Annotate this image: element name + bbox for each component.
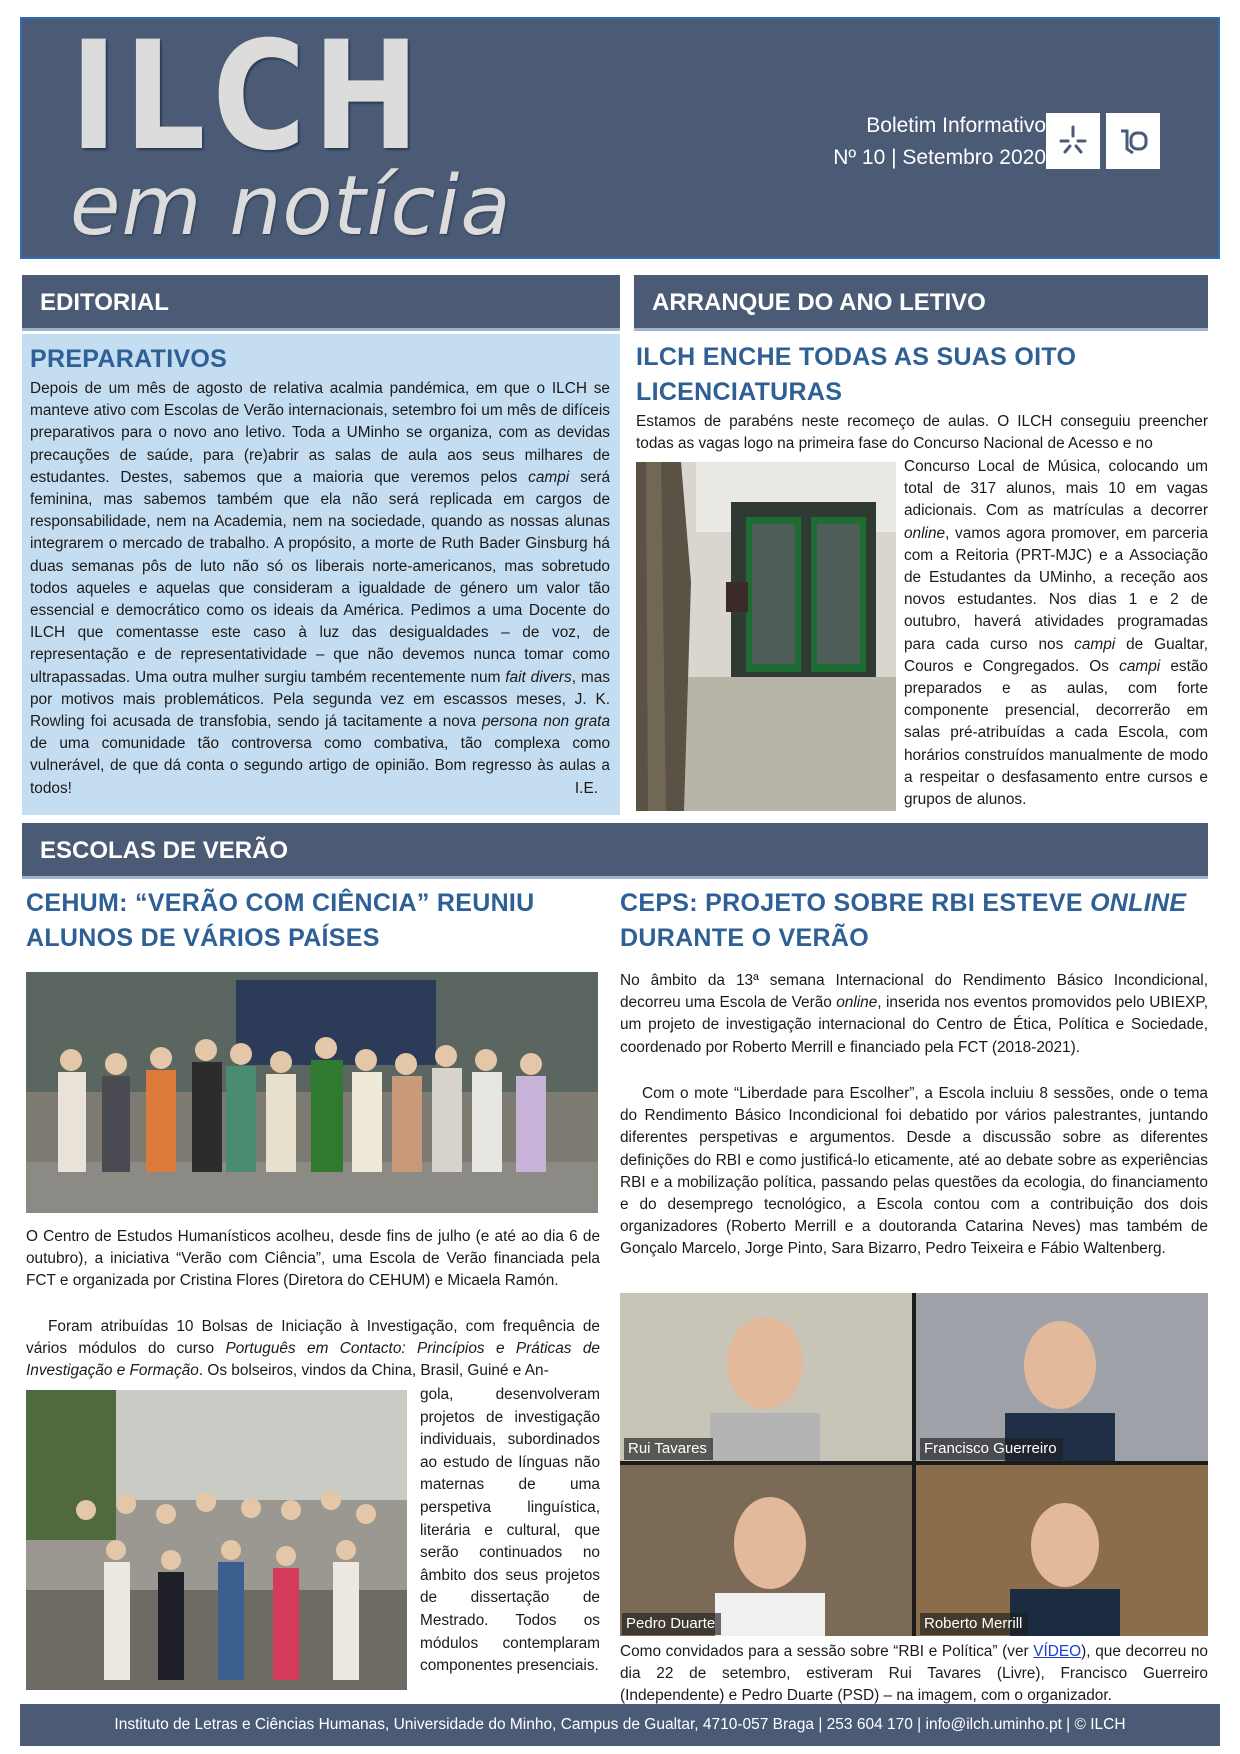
arranque-text: Concurso Local de Música, colocando um total de 317 alunos, mais 10 em vagas adicionais. Com as matrículas a decorrer online, vamos agora promover, em parceria com a Reitoria (PRT-MJC) e a Associação de Estudantes da UMinho, a receção aos novos estudantes. Nos dias 1 e 2 de outubro, haverá atividades programadas para cada curso nos campi de Gualtar, Couros e Congregados. Os campi estão preparados e as aulas, com forte componente presencial, decorrerão em salas pré-atribuídas a cada Escola, com horários construídos manualmente de modo a respeitar o desfasamento entre cursos e grupos de alunos. bbox=[904, 458, 1208, 809]
video-link[interactable]: VÍDEO bbox=[1033, 1643, 1082, 1660]
ilch-logo-icon bbox=[1106, 113, 1160, 169]
cehum-group-photo bbox=[26, 972, 598, 1213]
section-header-arranque: ARRANQUE DO ANO LETIVO bbox=[634, 275, 1208, 331]
editorial-headline: PREPARATIVOS bbox=[30, 345, 228, 373]
building-photo bbox=[636, 462, 896, 811]
masthead-issue-info bbox=[833, 110, 1046, 174]
cehum-paragraph-2: Foram atribuídas 10 Bolsas de Iniciação à Investigação, com frequência de vários módulos do curso Português em Contacto: Princípios e Práticas de Investigação e Formação. Os bolseiros, vindos da China, Brasil, Guiné e An- bbox=[26, 1318, 600, 1380]
arranque-lead: Estamos de parabéns neste recomeço de aulas. O ILCH conseguiu preencher todas as vagas logo na primeira fase do Concurso Nacional de Acesso e no bbox=[636, 413, 1208, 453]
zoom-name-tag: Pedro Duarte bbox=[622, 1613, 721, 1635]
editorial-text: Depois de um mês de agosto de relativa acalmia pandémica, em que o ILCH se manteve ativo com Escolas de Verão internacionais, setembro foi um mês de difíceis preparativos para o novo ano letivo. Toda a UMinho se organiza, com as devidas precauções de saúde, para (re)abrir as salas de aula aos seus milhares de estudantes. Destes, sabemos que a maioria que veremos pelos campi será feminina, mas sabemos também que ela não será replicada em cargos de responsabilidade, nem na Academia, nem na sociedade, quando as nossas alunas integrarem o mercado de trabalho. A propósito, a morte de Ruth Bader Ginsburg há duas semanas pôs de luto não só os liberais norte-americanos, mas sobretudo todos aqueles e aquelas que consideram a igualdade de género um valor tão essencial e democrático como os ideais da América. Pedimos a uma Docente do ILCH que comentasse este caso à luz das desigualdades – de voz, de representação e de representatividade – que não devemos nunca tomar como ultrapassadas. Uma outra mulher surgiu também recentemente num fait divers, mas por motivos mais problemáticos. Pela segunda vez em escassos meses, J. K. Rowling foi acusada de transfobia, sendo já tacitamente a nova persona non grata de uma comunidade tão controversa como combativa, tão complexa como vulnerável, de que dá conta o segundo artigo de opinião. Bom regresso às aulas a todos! I.E. bbox=[30, 378, 610, 800]
cehum-paragraph-3: gola, desenvolveram projetos de investigação individuais, subordinados ao estudo de línguas não maternas de uma perspetiva linguística, literária e cultural, que serão continuados no âmbito dos seus projetos de dissertação de Mestrado. Todos os módulos contemplaram componentes presenciais. bbox=[420, 1386, 600, 1675]
zoom-name-tag: Rui Tavares bbox=[624, 1438, 713, 1460]
issue-label: Nº 10 | Setembro 2020 bbox=[833, 146, 1046, 169]
arranque-headline: ILCH ENCHE TODAS AS SUAS OITO LICENCIATURAS bbox=[636, 343, 1077, 406]
section-header-editorial: EDITORIAL bbox=[22, 275, 620, 331]
editorial-signature: I.E. bbox=[574, 779, 598, 797]
ceps-headline: CEPS: PROJETO SOBRE RBI ESTEVE ONLINE DURANTE O VERÃO bbox=[620, 889, 1187, 952]
cehum-bolseiros-photo bbox=[26, 1390, 407, 1690]
ceps-caption: Como convidados para a sessão sobre “RBI e Política” (ver VÍDEO), que decorreu no dia 22 de setembro, estiveram Rui Tavares (Livre), Francisco Guerreiro (Independente) e Pedro Duarte (PSD) – na imagem, com o organizador. bbox=[620, 1643, 1208, 1705]
cehum-headline: CEHUM: “VERÃO COM CIÊNCIA” REUNIU ALUNOS DE VÁRIOS PAÍSES bbox=[26, 889, 535, 952]
zoom-name-tag: Roberto Merrill bbox=[920, 1613, 1028, 1635]
zoom-name-tag: Francisco Guerreiro bbox=[920, 1438, 1063, 1460]
masthead-title: ILCH bbox=[70, 10, 427, 184]
cehum-paragraph-1: O Centro de Estudos Humanísticos acolheu, desde fins de julho (e até ao dia 6 de outubro), a iniciativa “Verão com Ciência”, uma Escola de Verão financiada pela FCT e organizada por Cristina Flores (Diretora do CEHUM) e Micaela Ramón. bbox=[26, 1228, 600, 1290]
section-header-escolas: ESCOLAS DE VERÃO bbox=[22, 823, 1208, 879]
ceps-paragraph-2: Com o mote “Liberdade para Escolher”, a Escola incluiu 8 sessões, onde o tema do Rendimento Básico Incondicional foi debatido por vários palestrantes, juntando diferentes perspetivas e argumentos. Desde a discussão sobre as diferentes definições do RBI e como justificá-lo eticamente, até ao debate sobre as experiências RBI e a mobilização política, passando pelas questões da ecologia, do financiamento e do desemprego tecnológico, a Escola contou com a contribuição dos dois organizadores (Roberto Merrill e a doutoranda Catarina Neves) mas também de Gonçalo Marcelo, Jorge Pinto, Sara Bizarro, Pedro Teixeira e Fábio Waltenberg. bbox=[620, 1085, 1208, 1258]
footer: Instituto de Letras e Ciências Humanas, Universidade do Minho, Campus de Gualtar, 4710-057 Braga | 253 604 170 | info@ilch.uminho.pt | © ILCH bbox=[20, 1704, 1220, 1746]
ceps-zoom-photo bbox=[620, 1293, 1208, 1636]
uminho-logo-icon bbox=[1046, 113, 1100, 169]
ceps-paragraph-1: No âmbito da 13ª semana Internacional do Rendimento Básico Incondicional, decorreu uma Escola de Verão online, inserida nos eventos promovidos pelo UBIEXP, um projeto de investigação internacional do Centro de Ética, Política e Sociedade, coordenado por Roberto Merrill e financiado pela FCT (2018-2021). bbox=[620, 972, 1208, 1056]
bulletin-label: Boletim Informativo bbox=[866, 114, 1046, 137]
masthead-subtitle: em notícia bbox=[70, 159, 512, 254]
